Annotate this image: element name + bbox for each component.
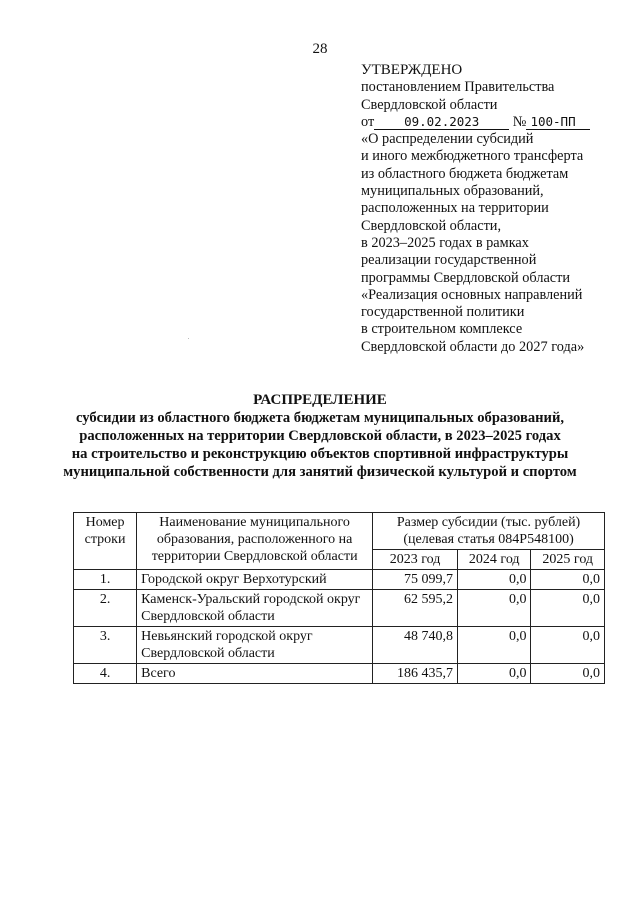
page-number: 28: [312, 41, 328, 57]
header-year-2025: 2025 год: [531, 550, 605, 570]
heading-line: субсидии из областного бюджета бюджетам муниципальных образований,: [76, 410, 564, 426]
header-row-number: Номер строки: [74, 513, 137, 570]
row-municipality: Невьянский городской округ Свердловской области: [137, 627, 373, 664]
row-value-2024: 0,0: [458, 627, 531, 664]
date-prefix: от: [361, 113, 375, 130]
approval-line-2: Свердловской области: [361, 96, 498, 113]
approval-title-line: Свердловской области,: [361, 217, 502, 234]
document-heading: [0, 391, 640, 481]
row-value-2024: 0,0: [458, 570, 531, 590]
row-number: 1.: [74, 570, 137, 590]
table-row: [74, 590, 605, 627]
table-header-row: [74, 513, 605, 550]
row-value-2025: 0,0: [531, 627, 605, 664]
approval-title-line: в строительном комплексе: [361, 321, 523, 338]
header-subsidy: Размер субсидии (тыс. рублей) (целевая статья 084P548100): [373, 513, 605, 550]
row-municipality: Всего: [137, 664, 373, 684]
scan-speck: [188, 338, 189, 339]
table-total-row: [74, 664, 605, 684]
distribution-table: [73, 512, 605, 684]
approval-label: УТВЕРЖДЕНО: [361, 62, 463, 78]
heading-line: расположенных на территории Свердловской области, в 2023–2025 годах: [79, 428, 561, 444]
row-value-2024: 0,0: [458, 664, 531, 684]
approval-line-1: постановлением Правительства: [361, 79, 555, 96]
row-value-2023: 186 435,7: [373, 664, 458, 684]
row-value-2023: 48 740,8: [373, 627, 458, 664]
approval-title-line: Свердловской области до 2027 года»: [361, 338, 585, 355]
heading-title: РАСПРЕДЕЛЕНИЕ: [253, 392, 387, 408]
row-value-2025: 0,0: [531, 570, 605, 590]
row-number: 2.: [74, 590, 137, 627]
approval-title-line: «Реализация основных направлений: [361, 286, 583, 303]
number-prefix: №: [512, 113, 527, 130]
row-value-2025: 0,0: [531, 664, 605, 684]
row-value-2024: 0,0: [458, 590, 531, 627]
table-row: [74, 627, 605, 664]
header-municipality: Наименование муниципального образования, расположенного на территории Свердловской области: [137, 513, 373, 570]
date-value: 09.02.2023: [374, 115, 509, 130]
header-year-2023: 2023 год: [373, 550, 458, 570]
row-number: 4.: [74, 664, 137, 684]
heading-line: муниципальной собственности для занятий физической культурой и спортом: [63, 464, 577, 480]
row-value-2023: 75 099,7: [373, 570, 458, 590]
row-municipality: Городской округ Верхотурский: [137, 570, 373, 590]
approval-title-line: муниципальных образований,: [361, 183, 544, 200]
approval-date-number: [361, 114, 631, 131]
heading-line: на строительство и реконструкцию объектов спортивной инфраструктуры: [71, 446, 569, 462]
approval-title-line: расположенных на территории: [361, 200, 549, 217]
approval-title-line: из областного бюджета бюджетам: [361, 165, 569, 182]
table-row: [74, 570, 605, 590]
row-municipality: Каменск-Уральский городской округ Свердловской области: [137, 590, 373, 627]
row-number: 3.: [74, 627, 137, 664]
approval-block: [361, 62, 631, 356]
row-value-2025: 0,0: [531, 590, 605, 627]
approval-title-line: «О распределении субсидий: [361, 131, 534, 148]
approval-title-line: и иного межбюджетного трансферта: [361, 148, 584, 165]
number-value: 100-ПП: [526, 115, 590, 130]
header-year-2024: 2024 год: [458, 550, 531, 570]
approval-title-line: государственной политики: [361, 304, 525, 321]
approval-title-line: программы Свердловской области: [361, 269, 571, 286]
approval-title-line: реализации государственной: [361, 252, 537, 269]
approval-title-line: в 2023–2025 годах в рамках: [361, 234, 529, 251]
row-value-2023: 62 595,2: [373, 590, 458, 627]
